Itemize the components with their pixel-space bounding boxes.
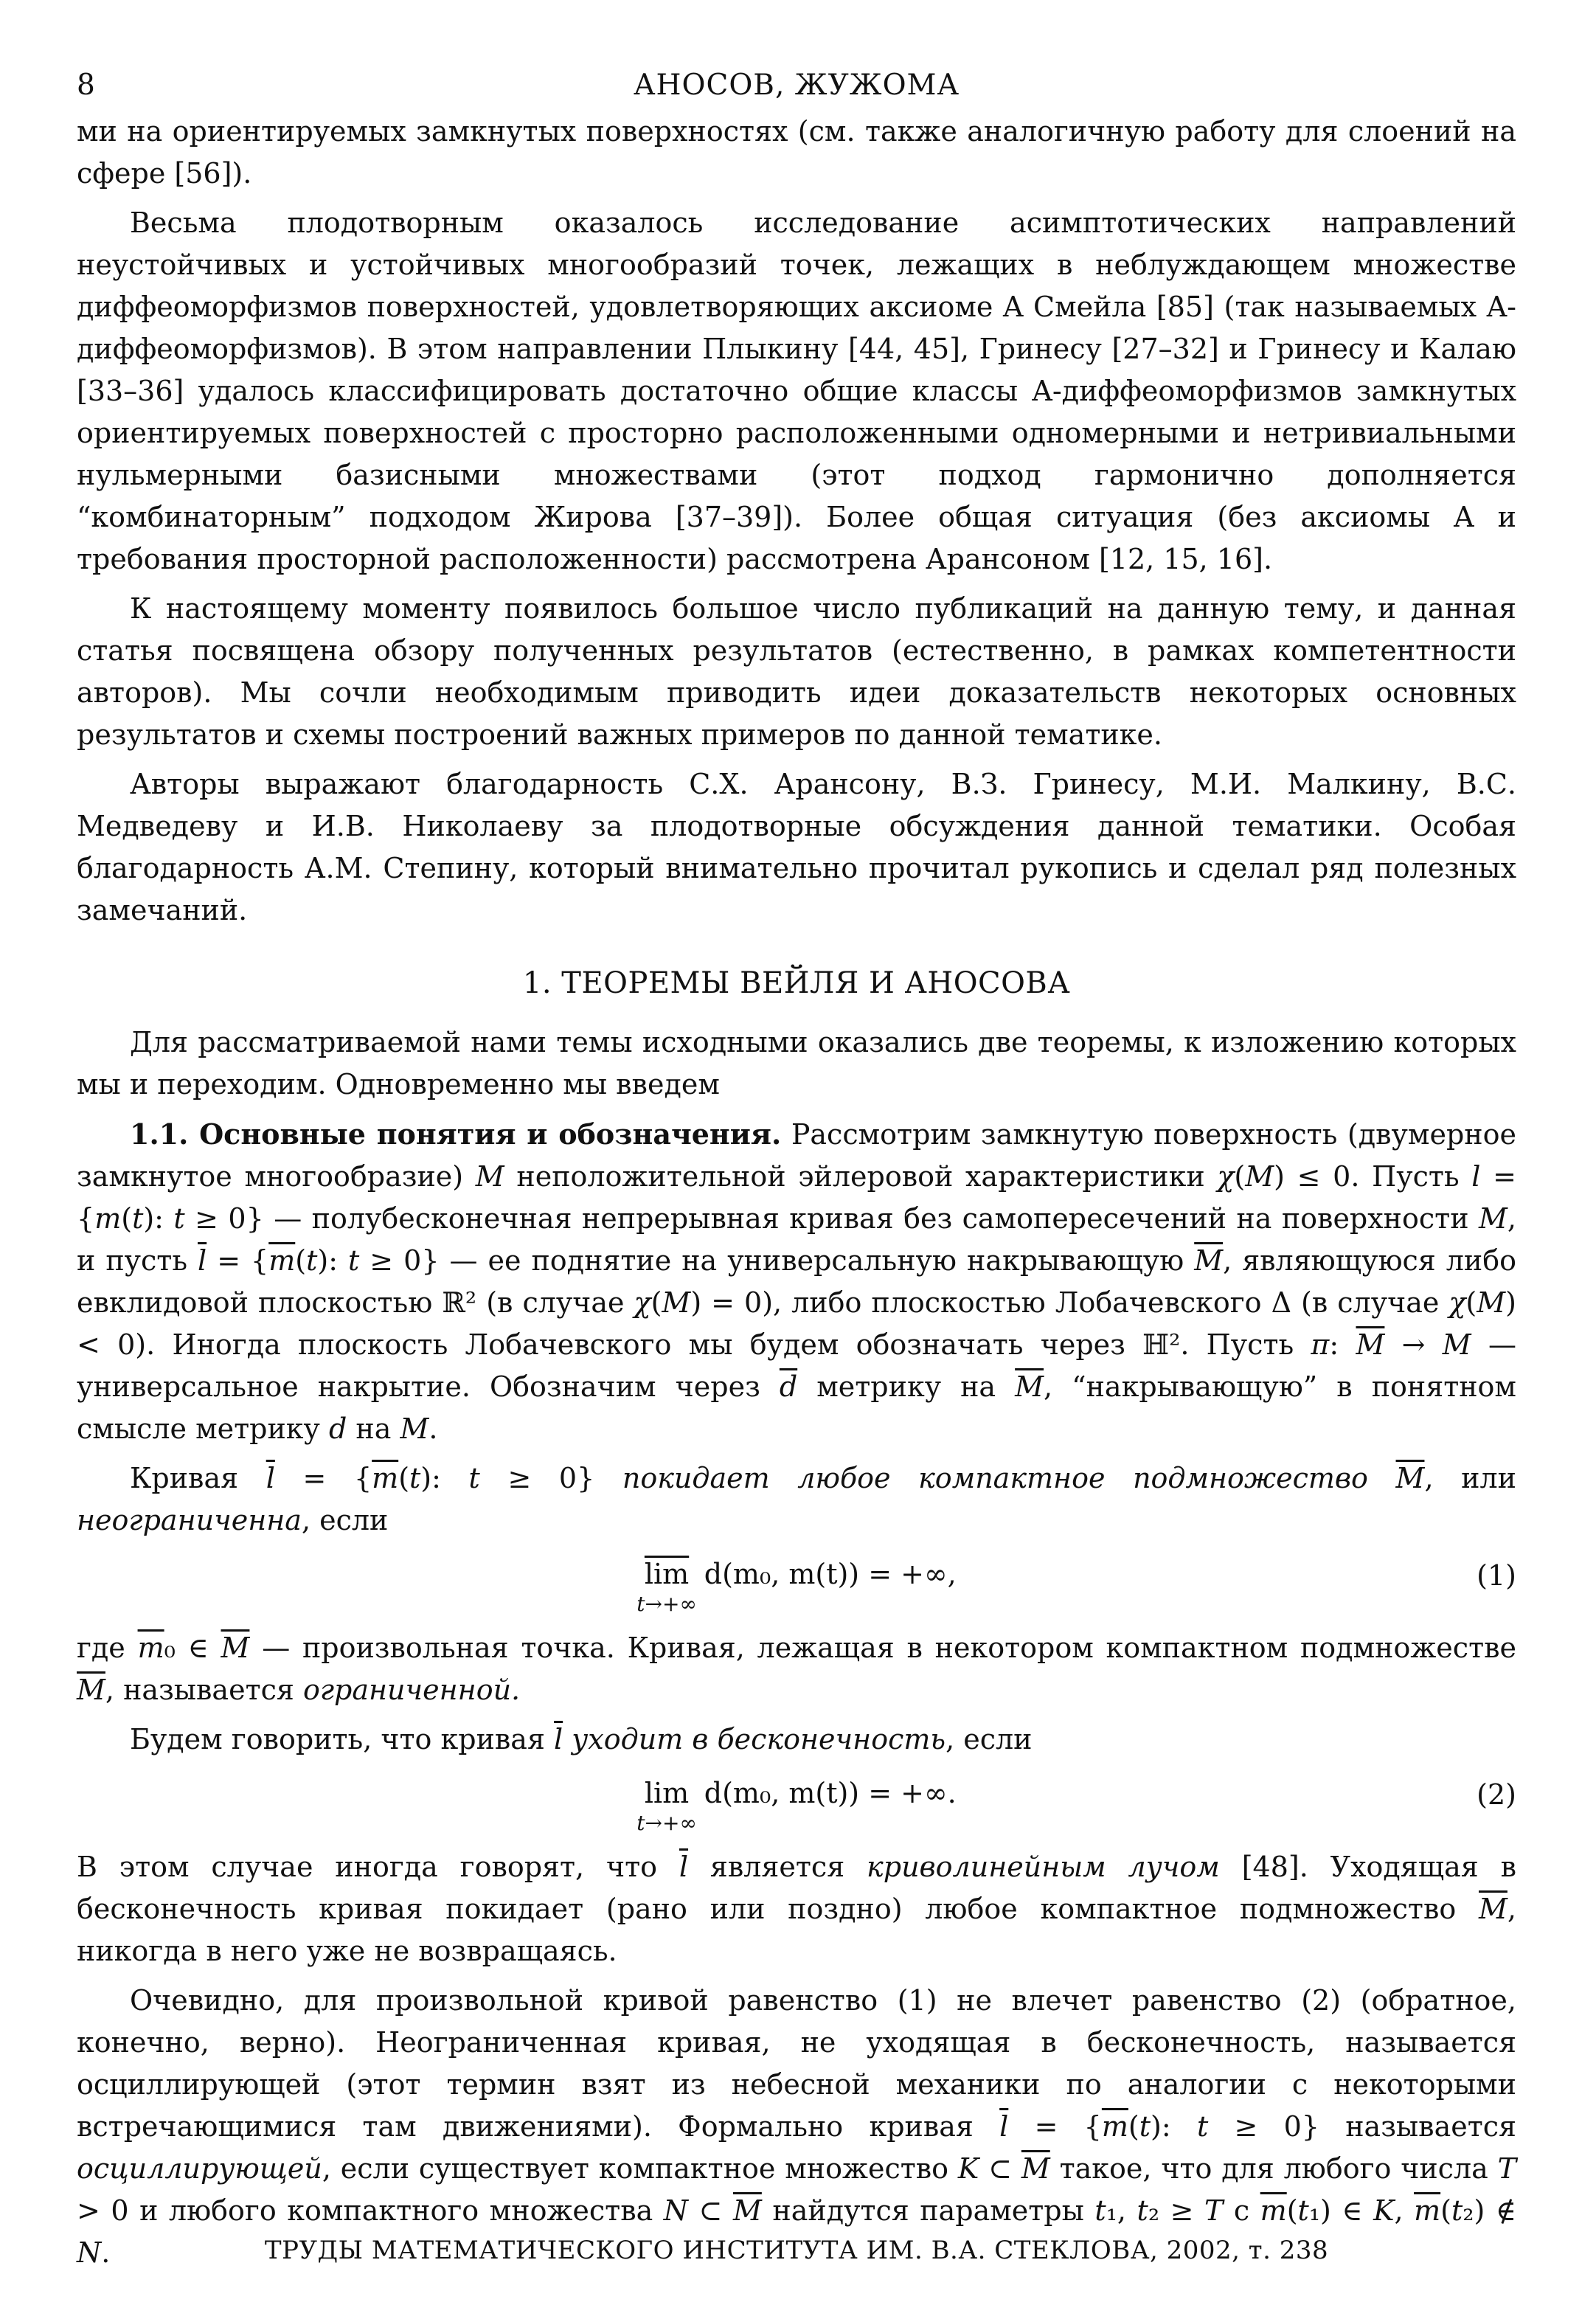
definition-ray: В этом случае иногда говорят, что $\overline{l}$ является криволинейным лучом [48]. Уходящая в бесконечность кривая покидает (рано или поздно) любое компактное подмножество $\overline{M}$, никогда в него уже не возвращаясь. bbox=[77, 1851, 1516, 1967]
limsup-word: $\overline{lim}$ bbox=[644, 1558, 690, 1590]
equation-1 bbox=[77, 1549, 1516, 1620]
running-title: АНОСОВ, ЖУЖОМА bbox=[633, 69, 960, 102]
limsup-subscript: t→+∞ bbox=[636, 1592, 697, 1616]
lim-operator bbox=[636, 1774, 697, 1834]
page-header bbox=[77, 63, 1516, 108]
equation-2 bbox=[77, 1768, 1516, 1839]
paragraph-continued: ми на ориентируемых замкнутых поверхностях (см. также аналогичную работу для слоений на сфере [56]). bbox=[77, 115, 1516, 190]
definition-oscillating: Очевидно, для произвольной кривой равенство (1) не влечет равенство (2) (обратное, конечно, верно). Неограниченная кривая, не уходящая в бесконечность, называется осциллирующей (этот термин взят из небесной механики по аналогии с некоторыми встречающимися там движениями). Формально кривая $\overline{l} = \{\overline{m}(t)$: t ≥ 0} называется осциллирующей, если существует компактное множество K ⊂ $\overline{M}$ такое, что для любого числа T > 0 и любого компактного множества N ⊂ $\overline{M}$ найдутся параметры t₁, t₂ ≥ T с $\overline{m}(t_1)$ ∈ K, $\overline{m}(t_2)$ ∉ N. bbox=[77, 1984, 1516, 2269]
equation-1-body: d(m₀, m(t)) = +∞, bbox=[704, 1558, 957, 1590]
equation-2-number: (2) bbox=[1477, 1778, 1516, 1811]
equation-1-number: (1) bbox=[1477, 1559, 1516, 1592]
paragraph-acknowledgements: Авторы выражают благодарность С.Х. Арансону, В.З. Гринесу, М.И. Малкину, В.С. Медведеву и И.В. Николаеву за плодотворные обсуждения данной тематики. Особая благодарность А.М. Степину, который внимательно прочитал рукопись и сделал ряд полезных замечаний. bbox=[77, 768, 1516, 926]
equation-2-expression bbox=[636, 1774, 956, 1834]
section-intro: Для рассматриваемой нами темы исходными оказались две теоремы, к изложению которых мы и переходим. Одновременно мы введем bbox=[77, 1026, 1516, 1100]
section-title: 1. ТЕОРЕМЫ ВЕЙЛЯ И АНОСОВА bbox=[522, 966, 1071, 1000]
definition-escapes: Будем говорить, что кривая $\overline{l}$ уходит в бесконечность, если bbox=[130, 1723, 1033, 1755]
equation-2-body: d(m₀, m(t)) = +∞. bbox=[704, 1777, 957, 1809]
definition-unbounded: Кривая $\overline{l} = \{\overline{m}(t)$: t ≥ 0} покидает любое компактное подмножество $\overline{M}$, или неограниченна, если bbox=[77, 1462, 1516, 1536]
subsection-paragraph: 1.1. Основные понятия и обозначения. Рассмотрим замкнутую поверхность (двумерное замкнутое многообразие) M неположительной эйлеровой характеристики χ(M) ≤ 0. Пусть l = {m(t): t ≥ 0} — полубесконечная непрерывная кривая без самопересечений на поверхности M, и пусть $\overline{l} = \{\overline{m}(t)$: t ≥ 0} — ее поднятие на универсальную накрывающую $\overline{M}$, являющуюся либо евклидовой плоскостью ℝ² (в случае χ(M) = 0), либо плоскостью Лобачевского Δ (в случае χ(M) < 0). Иногда плоскость Лобачевского мы будем обозначать через ℍ². Пусть π: $\overline{M} \to M$ — универсальное накрытие. Обозначим через $\overline{d}$ метрику на $\overline{M}$, “накрывающую” в понятном смысле метрику d на M. bbox=[77, 1117, 1516, 1445]
paragraph-survey-purpose: К настоящему моменту появилось большое число публикаций на данную тему, и данная статья посвящена обзору полученных результатов (естественно, в рамках компетентности авторов). Мы сочли необходимым приводить идеи доказательств некоторых основных результатов и схемы построений важных примеров по данной тематике. bbox=[77, 592, 1516, 751]
subsection-title: 1.1. Основные понятия и обозначения. bbox=[130, 1117, 782, 1151]
limsup-operator bbox=[636, 1555, 697, 1615]
lim-subscript: t→+∞ bbox=[636, 1811, 697, 1835]
article-body bbox=[77, 111, 1516, 2274]
lim-word: lim bbox=[644, 1777, 690, 1809]
paragraph-asymptotic-directions: Весьма плодотворным оказалось исследование асимптотических направлений неустойчивых и устойчивых многообразий точек, лежащих в неблуждающем множестве диффеоморфизмов поверхностей, удовлетворяющих аксиоме A Смейла [85] (так называемых A-диффеоморфизмов). В этом направлении Плыкину [44, 45], Гринесу [27–32] и Гринесу и Калаю [33–36] удалось классифицировать достаточно общие классы A-диффеоморфизмов замкнутых ориентируемых поверхностей с просторно расположенными одномерными и нетривиальными нульмерными базисными множествами (этот подход гармонично дополняется “комбинаторным” подходом Жирова [37–39]). Более общая ситуация (без аксиомы A и требования просторной расположенности) рассмотрена Арансоном [12, 15, 16]. bbox=[77, 207, 1516, 575]
page bbox=[77, 63, 1516, 2269]
equation-1-expression bbox=[636, 1555, 956, 1615]
journal-footer: ТРУДЫ МАТЕМАТИЧЕСКОГО ИНСТИТУТА ИМ. В.А. СТЕКЛОВА, 2002, т. 238 bbox=[264, 2236, 1329, 2265]
page-number: 8 bbox=[77, 69, 95, 102]
definition-bounded: где $\overline{m}_0$ ∈ $\overline{M}$ — произвольная точка. Кривая, лежащая в некотором компактном подмножестве $\overline{M}$, называется ограниченной. bbox=[77, 1632, 1516, 1706]
